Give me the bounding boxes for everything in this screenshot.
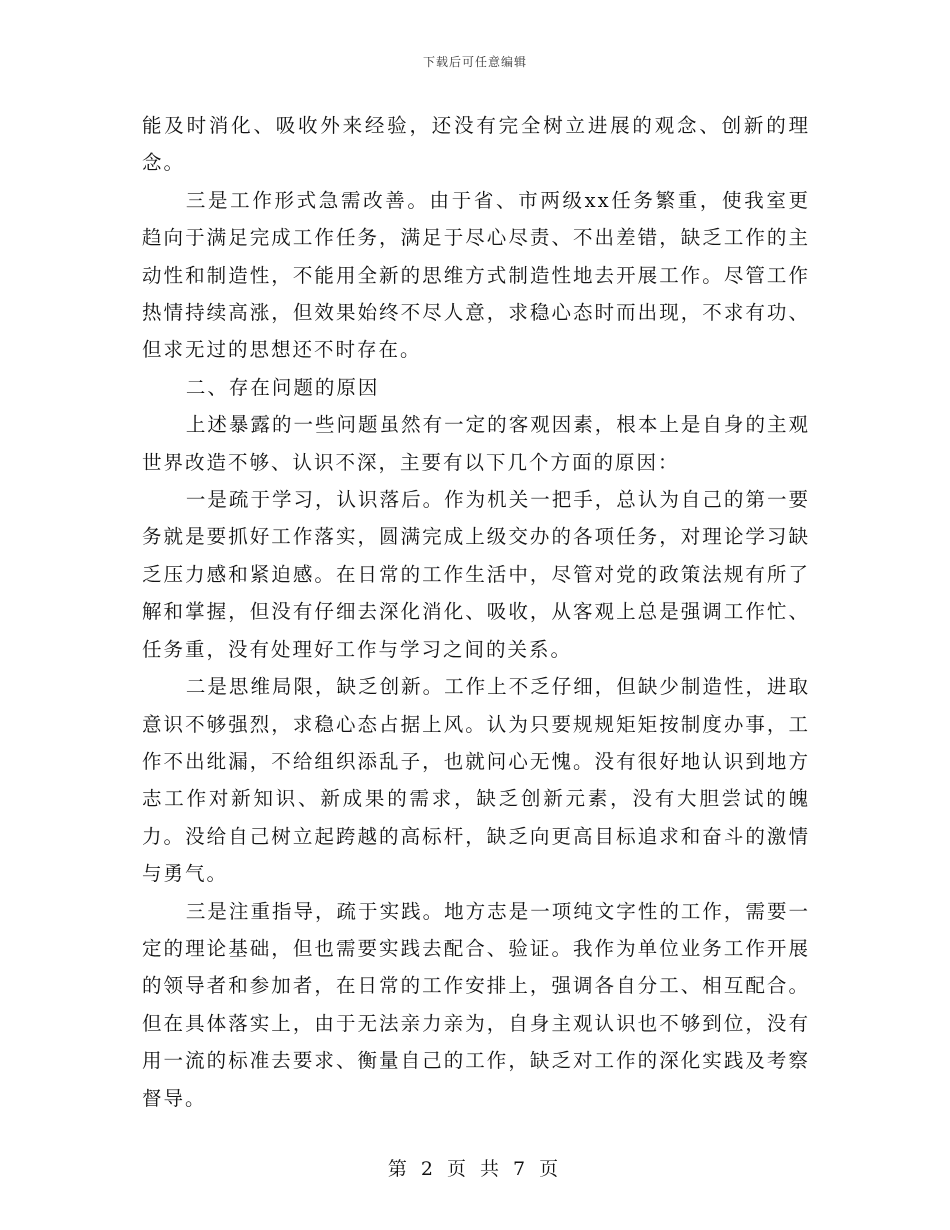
paragraph: 上述暴露的一些问题虽然有一定的客观因素，根本上是自身的主观世界改造不够、认识不深，主要有以下几个方面的原因： [142, 413, 810, 474]
page-header: 下载后可任意编辑 [422, 55, 527, 69]
document-body [142, 107, 810, 1117]
paragraph: 三是注重指导，疏于实践。地方志是一项纯文字性的工作，需要一定的理论基础，但也需要实践去配合、验证。我作为单位业务工作开展的领导者和参加者，在日常的工作安排上，强调各自分工、相互配合。但在具体落实上，由于无法亲力亲为，自身主观认识也不够到位，没有用一流的标准去要求、衡量自己的工作，缺乏对工作的深化实践及考察督导。 [142, 899, 810, 1110]
paragraph: 一是疏于学习，认识落后。作为机关一把手，总认为自己的第一要务就是要抓好工作落实，圆满完成上级交办的各项任务，对理论学习缺乏压力感和紧迫感。在日常的工作生活中，尽管对党的政策法规有所了解和掌握，但没有仔细去深化消化、吸收，从客观上总是强调工作忙、任务重，没有处理好工作与学习之间的关系。 [142, 488, 810, 661]
paragraph: 能及时消化、吸收外来经验，还没有完全树立进展的观念、创新的理念。 [142, 114, 810, 175]
page-number-footer: 第 2 页 共 7 页 [387, 1158, 563, 1180]
section-heading: 二、存在问题的原因 [185, 375, 380, 399]
paragraph: 二是思维局限，缺乏创新。工作上不乏仔细，但缺少制造性，进取意识不够强烈，求稳心态占据上风。认为只要规规矩矩按制度办事，工作不出纰漏，不给组织添乱子，也就问心无愧。没有很好地认识到地方志工作对新知识、新成果的需求，缺乏创新元素，没有大胆尝试的魄力。没给自己树立起跨越的高标杆，缺乏向更高目标追求和奋斗的激情与勇气。 [142, 675, 810, 886]
paragraph: 三是工作形式急需改善。由于省、市两级xx任务繁重，使我室更趋向于满足完成工作任务，满足于尽心尽责、不出差错，缺乏工作的主动性和制造性，不能用全新的思维方式制造性地去开展工作。尽管工作热情持续高涨，但效果始终不尽人意，求稳心态时而出现，不求有功、但求无过的思想还不时存在。 [142, 188, 810, 362]
